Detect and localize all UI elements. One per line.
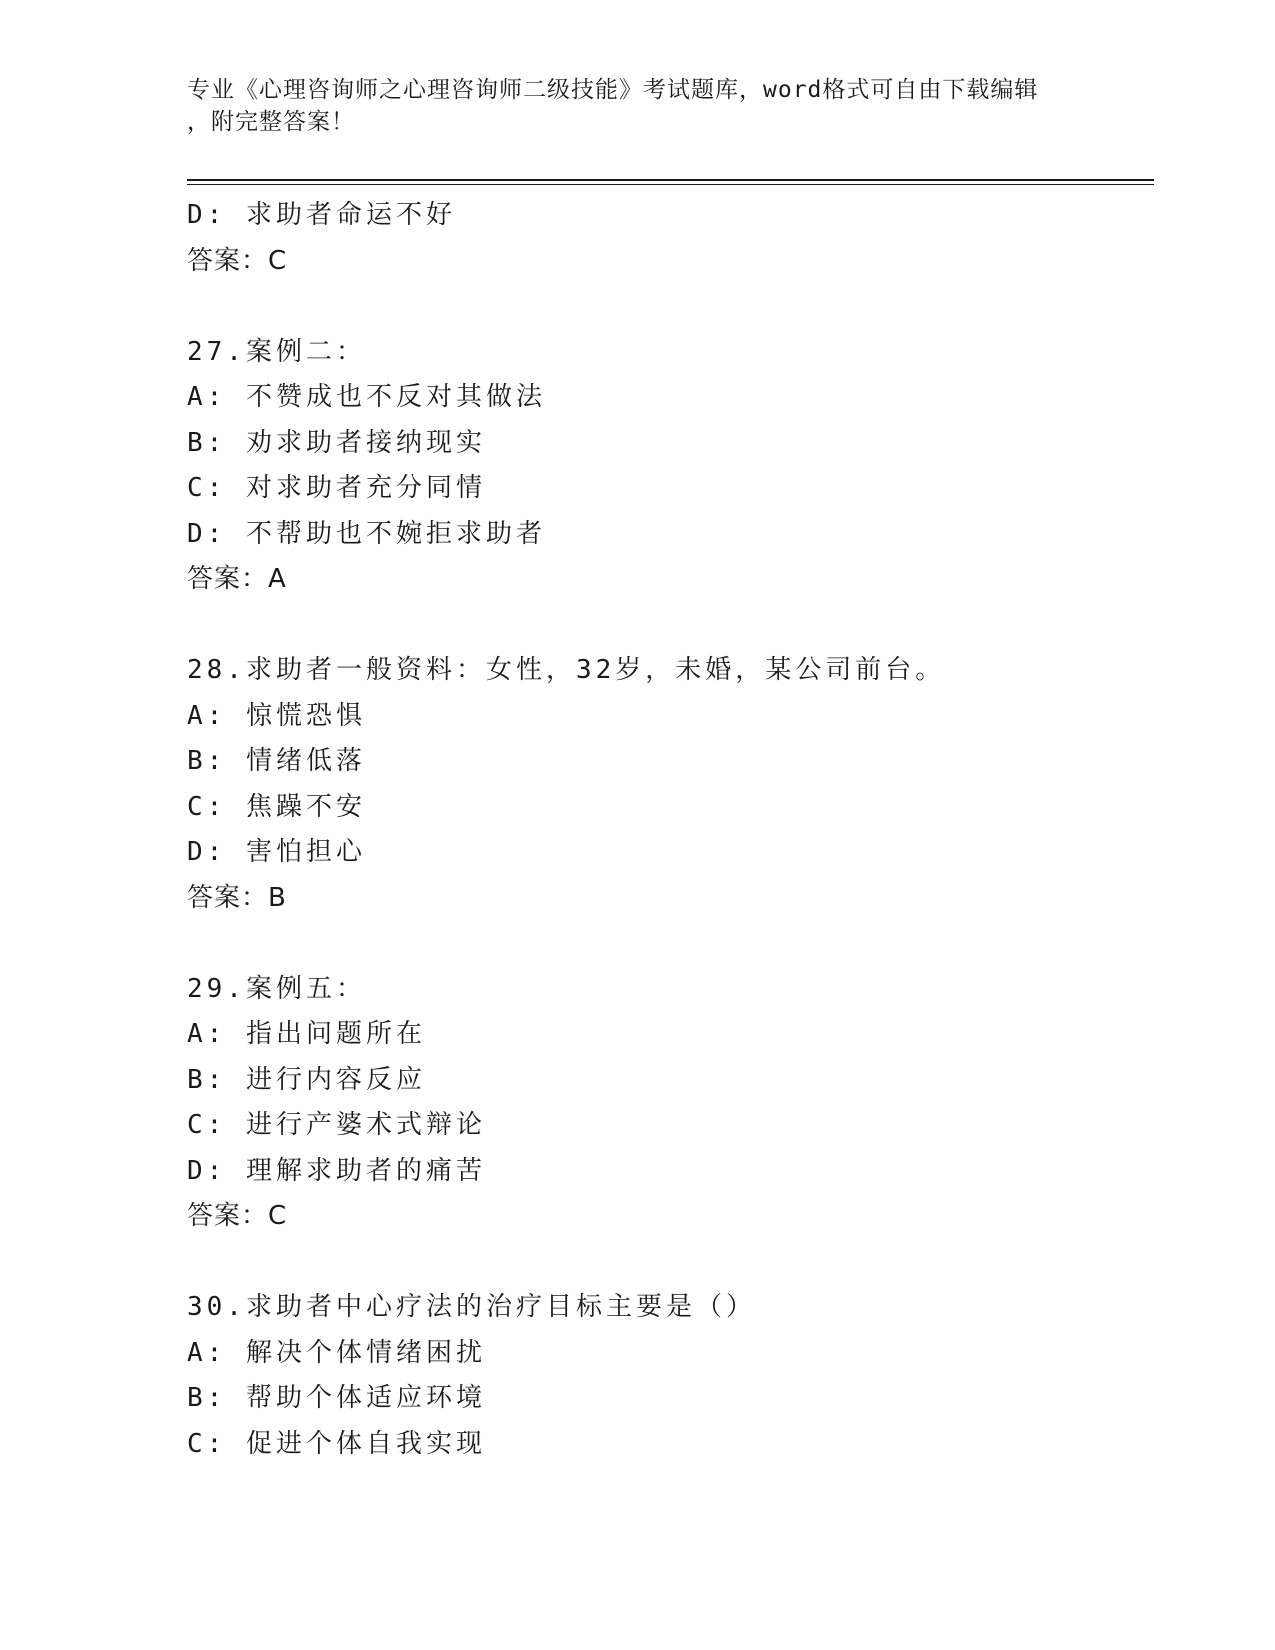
answer-line: 答案：C	[187, 1201, 288, 1231]
question-stem: 29.案例五：	[187, 973, 366, 1004]
option-c: C: 促进个体自我实现	[187, 1428, 486, 1459]
answer-line: 答案：B	[187, 882, 287, 913]
option-b: B: 进行内容反应	[187, 1064, 426, 1095]
header-divider-thin	[187, 184, 1154, 185]
option-c: C: 对求助者充分同情	[187, 473, 486, 503]
option-a: A: 惊慌恐惧	[187, 700, 366, 731]
question-27	[187, 330, 1147, 603]
option-b: B: 情绪低落	[187, 746, 366, 776]
header-line-1: 专业《心理咨询师之心理咨询师二级技能》考试题库，word格式可自由下载编辑	[187, 77, 1039, 103]
option-b: B: 劝求助者接纳现实	[187, 427, 486, 458]
header-divider-thick	[187, 179, 1154, 181]
spacer	[187, 603, 1147, 649]
question-28	[187, 648, 1147, 921]
option-d: D: 不帮助也不婉拒求助者	[187, 518, 546, 549]
question-29	[187, 967, 1147, 1240]
option-c: C: 进行产婆术式辩论	[187, 1110, 486, 1140]
question-stem: 30.求助者中心疗法的治疗目标主要是（）	[187, 1292, 756, 1322]
spacer	[187, 1240, 1147, 1286]
option-b: B: 帮助个体适应环境	[187, 1383, 486, 1413]
option-a: A: 指出问题所在	[187, 1019, 426, 1049]
answer-line: 答案：A	[187, 564, 287, 594]
option-a: A: 不赞成也不反对其做法	[187, 382, 546, 412]
document-header	[187, 74, 1087, 138]
option-d: D: 害怕担心	[187, 837, 366, 867]
option-d: D: 求助者命运不好	[187, 200, 456, 230]
question-list	[187, 193, 1147, 1467]
question-stem: 28.求助者一般资料：女性，32岁，未婚，某公司前台。	[187, 655, 946, 685]
option-c: C: 焦躁不安	[187, 791, 366, 822]
spacer	[187, 284, 1147, 330]
answer-line: 答案：C	[187, 245, 288, 276]
question-30	[187, 1285, 1147, 1467]
question-stem: 27.案例二：	[187, 336, 366, 367]
option-d: D: 理解求助者的痛苦	[187, 1155, 486, 1186]
option-a: A: 解决个体情绪困扰	[187, 1337, 486, 1368]
header-line-2: ，附完整答案！	[187, 109, 355, 135]
spacer	[187, 921, 1147, 967]
